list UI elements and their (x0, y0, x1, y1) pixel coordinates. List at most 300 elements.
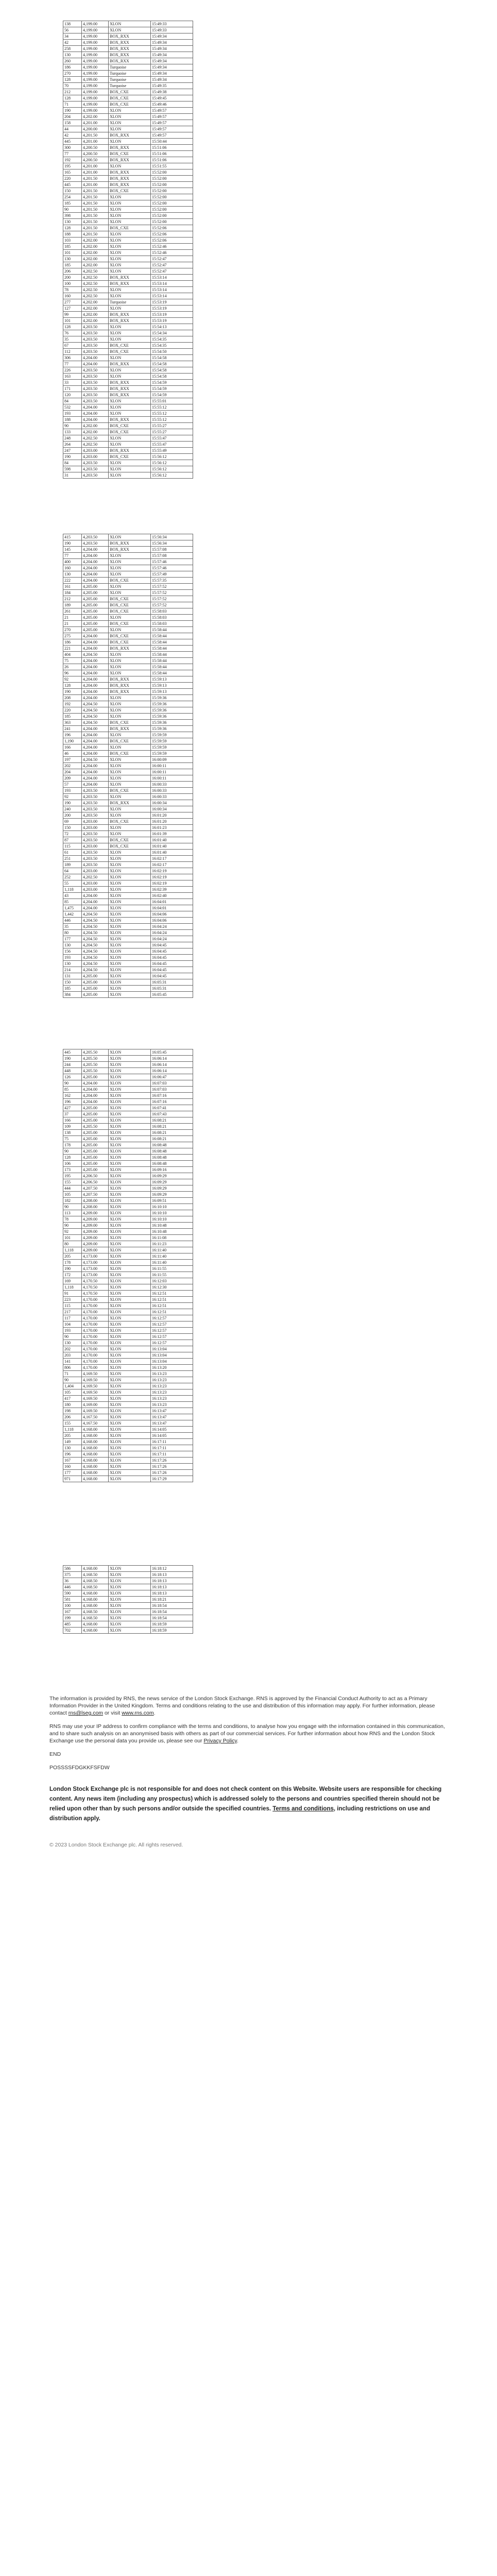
venue-cell: XLON (109, 893, 151, 899)
time-cell: 16:18:13 (151, 1572, 193, 1578)
privacy-policy-link[interactable]: Privacy Policy (203, 1738, 237, 1744)
time-cell: 16:12:03 (151, 1278, 193, 1284)
price-cell: 4,203.50 (82, 349, 109, 355)
venue-cell: BOX_CXE (109, 151, 151, 157)
table-row (63, 1130, 193, 1136)
price-cell: 4,202.00 (82, 312, 109, 318)
price-cell: 4,204.50 (82, 967, 109, 973)
venue-cell: XLON (109, 1340, 151, 1346)
volume-cell: 190 (63, 800, 82, 806)
volume-cell: 1,442 (63, 911, 82, 918)
time-cell: 16:12:57 (151, 1328, 193, 1334)
time-cell: 16:06:47 (151, 1074, 193, 1080)
copyright: © 2023 London Stock Exchange plc. All rights reserved. (49, 1842, 183, 1848)
venue-cell: XLON (109, 336, 151, 343)
price-cell: 4,208.00 (82, 1204, 109, 1210)
time-cell: 16:00:34 (151, 806, 193, 812)
venue-cell: XLON (109, 1049, 151, 1056)
table-row (63, 336, 193, 343)
volume-cell: 192 (63, 701, 82, 707)
time-cell: 15:53:19 (151, 318, 193, 324)
time-cell: 16:08:48 (151, 1161, 193, 1167)
volume-cell: 92 (63, 1229, 82, 1235)
price-cell: 4,205.00 (82, 1130, 109, 1136)
table-row (63, 1117, 193, 1124)
venue-cell: XLON (109, 1383, 151, 1389)
volume-cell: 220 (63, 707, 82, 714)
price-cell: 4,199.00 (82, 71, 109, 77)
venue-cell: XLON (109, 287, 151, 293)
time-cell: 16:01:20 (151, 812, 193, 819)
venue-cell: XLON (109, 918, 151, 924)
price-cell: 4,170.00 (82, 1352, 109, 1359)
volume-cell: 105 (63, 1389, 82, 1396)
price-cell: 4,199.00 (82, 77, 109, 83)
time-cell: 15:59:59 (151, 744, 193, 751)
table-row (63, 676, 193, 683)
venue-cell: XLON (109, 244, 151, 250)
venue-cell: XLON (109, 1260, 151, 1266)
price-cell: 4,205.00 (82, 596, 109, 602)
venue-cell: XLON (109, 862, 151, 868)
venue-cell: XLON (109, 466, 151, 472)
volume-cell: 130 (63, 961, 82, 967)
price-cell: 4,167.50 (82, 1414, 109, 1420)
time-cell: 15:57:08 (151, 553, 193, 559)
venue-cell: XLON (109, 1590, 151, 1597)
venue-cell: BOX_RXX (109, 448, 151, 454)
table-row (63, 806, 193, 812)
volume-cell: 1,118 (63, 1247, 82, 1253)
venue-cell: BOX_CXE (109, 101, 151, 108)
volume-cell: 90 (63, 207, 82, 213)
price-cell: 4,170.00 (82, 1303, 109, 1309)
time-cell: 16:02:17 (151, 862, 193, 868)
table-row (63, 250, 193, 256)
venue-cell: XLON (109, 1192, 151, 1198)
table-row (63, 720, 193, 726)
volume-cell: 184 (63, 590, 82, 596)
time-cell: 16:13:04 (151, 1346, 193, 1352)
table-row (63, 151, 193, 157)
time-cell: 16:11:40 (151, 1260, 193, 1266)
volume-cell: 138 (63, 21, 82, 27)
table-row (63, 1105, 193, 1111)
price-cell: 4,173.00 (82, 1253, 109, 1260)
price-cell: 4,168.00 (82, 1597, 109, 1603)
time-cell: 16:08:21 (151, 1130, 193, 1136)
venue-cell: XLON (109, 880, 151, 887)
venue-cell: BOX_CXE (109, 423, 151, 429)
volume-cell: 167 (63, 1458, 82, 1464)
price-cell: 4,209.00 (82, 1235, 109, 1241)
venue-cell: XLON (109, 114, 151, 120)
venue-cell: XLON (109, 874, 151, 880)
table-row (63, 176, 193, 182)
trade-table-4 (63, 1565, 193, 1634)
table-row (63, 1365, 193, 1371)
time-cell: 15:49:34 (151, 77, 193, 83)
volume-cell: 158 (63, 120, 82, 126)
volume-cell: 375 (63, 1572, 82, 1578)
venue-cell: XLON (109, 670, 151, 676)
venue-cell: XLON (109, 652, 151, 658)
table-row (63, 553, 193, 559)
time-cell: 15:49:34 (151, 64, 193, 71)
volume-cell: 1,404 (63, 1383, 82, 1389)
time-cell: 16:13:23 (151, 1371, 193, 1377)
terms-link[interactable]: Terms and conditions (272, 1806, 334, 1812)
venue-cell: XLON (109, 262, 151, 268)
price-cell: 4,169.50 (82, 1396, 109, 1402)
time-cell: 16:04:24 (151, 924, 193, 930)
time-cell: 16:18:21 (151, 1597, 193, 1603)
table-row (63, 1297, 193, 1303)
volume-cell: 130 (63, 571, 82, 578)
table-row (63, 1235, 193, 1241)
table-row (63, 1476, 193, 1482)
table-row (63, 1216, 193, 1223)
venue-cell: XLON (109, 1117, 151, 1124)
price-cell: 4,200.50 (82, 151, 109, 157)
time-cell: 15:53:19 (151, 299, 193, 306)
price-cell: 4,205.00 (82, 627, 109, 633)
table-row (63, 967, 193, 973)
table-row (63, 1080, 193, 1087)
volume-cell: 300 (63, 145, 82, 151)
volume-cell: 177 (63, 1470, 82, 1476)
venue-cell: XLON (109, 1371, 151, 1377)
time-cell: 16:10:48 (151, 1229, 193, 1235)
table-row (63, 763, 193, 769)
volume-cell: 64 (63, 868, 82, 874)
table-row (63, 936, 193, 942)
venue-cell: XLON (109, 887, 151, 893)
time-cell: 15:53:14 (151, 293, 193, 299)
venue-cell: XLON (109, 1352, 151, 1359)
volume-cell: 248 (63, 435, 82, 442)
table-row (63, 1590, 193, 1597)
venue-cell: XLON (109, 1247, 151, 1253)
table-row (63, 911, 193, 918)
venue-cell: BOX_RXX (109, 170, 151, 176)
venue-cell: XLON (109, 806, 151, 812)
volume-cell: 202 (63, 763, 82, 769)
time-cell: 15:52:00 (151, 170, 193, 176)
volume-cell: 217 (63, 1309, 82, 1315)
table-row (63, 992, 193, 998)
price-cell: 4,168.00 (82, 1476, 109, 1482)
table-row (63, 213, 193, 219)
volume-cell: 196 (63, 732, 82, 738)
time-cell: 16:18:54 (151, 1609, 193, 1615)
time-cell: 16:13:04 (151, 1359, 193, 1365)
lse-disclaimer-text: London Stock Exchange plc is not responsible for and does not check content on this Website. Website users are responsible for checking content. Any news item (including any prospectus) which is addressed solely to the persons and countries specified therein should not be relied upon other than by such persons and/or outside the specified countries. (49, 1786, 442, 1812)
price-cell: 4,169.50 (82, 1408, 109, 1414)
volume-cell: 91 (63, 1291, 82, 1297)
volume-cell: 206 (63, 1414, 82, 1420)
venue-cell: XLON (109, 973, 151, 979)
volume-cell: 149 (63, 1439, 82, 1445)
volume-cell: 189 (63, 602, 82, 608)
venue-cell: XLON (109, 1266, 151, 1272)
rns-notice-mid: or visit (103, 1710, 122, 1716)
price-cell: 4,204.00 (82, 1080, 109, 1087)
time-cell: 16:01:20 (151, 819, 193, 825)
price-cell: 4,199.00 (82, 33, 109, 40)
price-cell: 4,204.00 (82, 633, 109, 639)
price-cell: 4,204.50 (82, 961, 109, 967)
table-row (63, 1603, 193, 1609)
price-cell: 4,204.00 (82, 559, 109, 565)
trade-table-1 (63, 21, 193, 479)
table-row (63, 343, 193, 349)
time-cell: 16:07:16 (151, 1093, 193, 1099)
volume-cell: 166 (63, 1117, 82, 1124)
volume-cell: 197 (63, 757, 82, 763)
table-row (63, 1198, 193, 1204)
price-cell: 4,205.00 (82, 621, 109, 627)
venue-cell: XLON (109, 1359, 151, 1365)
price-cell: 4,205.00 (82, 1136, 109, 1142)
price-cell: 4,203.50 (82, 330, 109, 336)
time-cell: 15:59:13 (151, 683, 193, 689)
venue-cell: XLON (109, 812, 151, 819)
venue-cell: XLON (109, 219, 151, 225)
time-cell: 16:12:30 (151, 1284, 193, 1291)
venue-cell: XLON (109, 695, 151, 701)
price-cell: 4,168.00 (82, 1566, 109, 1572)
volume-cell: 150 (63, 188, 82, 194)
time-cell: 15:52:00 (151, 182, 193, 188)
venue-cell: Turquoise (109, 83, 151, 89)
time-cell: 16:10:48 (151, 1223, 193, 1229)
price-cell: 4,205.00 (82, 615, 109, 621)
table-row (63, 1247, 193, 1253)
time-cell: 16:09:29 (151, 1185, 193, 1192)
table-row (63, 1309, 193, 1315)
volume-cell: 185 (63, 986, 82, 992)
volume-cell: 445 (63, 139, 82, 145)
table-row (63, 751, 193, 757)
venue-cell: BOX_RXX (109, 392, 151, 398)
time-cell: 15:52:00 (151, 188, 193, 194)
volume-cell: 398 (63, 213, 82, 219)
table-row (63, 231, 193, 238)
venue-cell: XLON (109, 1111, 151, 1117)
time-cell: 16:09:29 (151, 1192, 193, 1198)
volume-cell: 190 (63, 540, 82, 547)
venue-cell: XLON (109, 775, 151, 782)
venue-cell: XLON (109, 1278, 151, 1284)
table-row (63, 1458, 193, 1464)
price-cell: 4,204.00 (82, 571, 109, 578)
venue-cell: BOX_RXX (109, 417, 151, 423)
volume-cell: 130 (63, 219, 82, 225)
time-cell: 16:04:45 (151, 955, 193, 961)
venue-cell: XLON (109, 627, 151, 633)
venue-cell: XLON (109, 1105, 151, 1111)
venue-cell: XLON (109, 1615, 151, 1621)
time-cell: 15:52:06 (151, 231, 193, 238)
price-cell: 4,203.50 (82, 324, 109, 330)
time-cell: 15:49:57 (151, 132, 193, 139)
price-cell: 4,201.00 (82, 170, 109, 176)
price-cell: 4,202.00 (82, 250, 109, 256)
venue-cell: XLON (109, 911, 151, 918)
time-cell: 16:13:23 (151, 1389, 193, 1396)
volume-cell: 80 (63, 1241, 82, 1247)
table-row (63, 1584, 193, 1590)
venue-cell: XLON (109, 194, 151, 200)
price-cell: 4,200.00 (82, 126, 109, 132)
volume-cell: 251 (63, 856, 82, 862)
price-cell: 4,204.00 (82, 646, 109, 652)
time-cell: 16:04:01 (151, 899, 193, 905)
table-row (63, 1427, 193, 1433)
volume-cell: 67 (63, 343, 82, 349)
price-cell: 4,167.50 (82, 1420, 109, 1427)
time-cell: 16:11:55 (151, 1272, 193, 1278)
time-cell: 16:02:40 (151, 893, 193, 899)
venue-cell: BOX_RXX (109, 318, 151, 324)
volume-cell: 252 (63, 874, 82, 880)
table-row (63, 27, 193, 33)
volume-cell: 446 (63, 918, 82, 924)
table-row (63, 788, 193, 794)
price-cell: 4,203.50 (82, 788, 109, 794)
volume-cell: 190 (63, 1056, 82, 1062)
price-cell: 4,168.00 (82, 1439, 109, 1445)
price-cell: 4,199.00 (82, 58, 109, 64)
table-row (63, 639, 193, 646)
table-row (63, 689, 193, 695)
volume-cell: 120 (63, 392, 82, 398)
lse-disclaimer-end: , including restrictions on use and distribution apply. (49, 1806, 431, 1822)
table-row (63, 887, 193, 893)
time-cell: 16:13:23 (151, 1377, 193, 1383)
table-row (63, 961, 193, 967)
volume-cell: 101 (63, 1235, 82, 1241)
venue-cell: XLON (109, 1420, 151, 1427)
price-cell: 4,170.00 (82, 1309, 109, 1315)
table-row (63, 973, 193, 979)
price-cell: 4,202.50 (82, 442, 109, 448)
venue-cell: BOX_CXE (109, 225, 151, 231)
time-cell: 16:06:14 (151, 1062, 193, 1068)
price-cell: 4,202.50 (82, 275, 109, 281)
venue-cell: BOX_RXX (109, 58, 151, 64)
time-cell: 16:17:11 (151, 1451, 193, 1458)
venue-cell: BOX_CXE (109, 602, 151, 608)
rns-website-link[interactable]: www.rns.com (122, 1710, 154, 1716)
price-cell: 4,199.00 (82, 21, 109, 27)
volume-cell: 1,118 (63, 1427, 82, 1433)
table-row (63, 1111, 193, 1117)
table-row (63, 590, 193, 596)
price-cell: 4,204.00 (82, 639, 109, 646)
volume-cell: 444 (63, 1185, 82, 1192)
price-cell: 4,205.00 (82, 1161, 109, 1167)
volume-cell: 36 (63, 1578, 82, 1584)
table-row (63, 194, 193, 200)
volume-cell: 275 (63, 633, 82, 639)
venue-cell: XLON (109, 1167, 151, 1173)
venue-cell: BOX_CXE (109, 843, 151, 850)
volume-cell: 101 (63, 250, 82, 256)
venue-cell: XLON (109, 1068, 151, 1074)
price-cell: 4,168.50 (82, 1584, 109, 1590)
venue-cell: XLON (109, 757, 151, 763)
price-cell: 4,201.50 (82, 231, 109, 238)
table-row (63, 398, 193, 404)
time-cell: 16:18:54 (151, 1603, 193, 1609)
price-cell: 4,206.50 (82, 1179, 109, 1185)
table-row (63, 139, 193, 145)
venue-cell: XLON (109, 1173, 151, 1179)
venue-cell: XLON (109, 905, 151, 911)
table-row (63, 714, 193, 720)
time-cell: 16:04:24 (151, 936, 193, 942)
time-cell: 15:53:19 (151, 312, 193, 318)
price-cell: 4,200.50 (82, 145, 109, 151)
table-row (63, 1396, 193, 1402)
time-cell: 16:07:43 (151, 1111, 193, 1117)
time-cell: 15:53:14 (151, 287, 193, 293)
venue-cell: XLON (109, 1198, 151, 1204)
price-cell: 4,201.50 (82, 207, 109, 213)
volume-cell: 150 (63, 979, 82, 986)
price-cell: 4,205.00 (82, 1105, 109, 1111)
lse-disclaimer (49, 1785, 451, 1824)
time-cell: 16:09:29 (151, 1173, 193, 1179)
price-cell: 4,170.00 (82, 1359, 109, 1365)
table-row (63, 101, 193, 108)
volume-cell: 532 (63, 404, 82, 411)
rns-email-link[interactable]: rns@lseg.com (68, 1710, 104, 1716)
venue-cell: BOX_RXX (109, 40, 151, 46)
time-cell: 15:52:47 (151, 262, 193, 268)
price-cell: 4,201.00 (82, 163, 109, 170)
volume-cell: 104 (63, 1321, 82, 1328)
time-cell: 15:49:57 (151, 114, 193, 120)
price-cell: 4,201.00 (82, 139, 109, 145)
volume-cell: 37 (63, 1111, 82, 1117)
volume-cell: 204 (63, 769, 82, 775)
price-cell: 4,205.00 (82, 979, 109, 986)
time-cell: 15:52:47 (151, 256, 193, 262)
price-cell: 4,204.00 (82, 658, 109, 664)
time-cell: 15:54:58 (151, 367, 193, 374)
time-cell: 16:13:23 (151, 1396, 193, 1402)
volume-cell: 130 (63, 52, 82, 58)
time-cell: 16:11:55 (151, 1266, 193, 1272)
table-row (63, 1451, 193, 1458)
table-row (63, 615, 193, 621)
price-cell: 4,203.50 (82, 862, 109, 868)
venue-cell: BOX_CXE (109, 621, 151, 627)
price-cell: 4,168.00 (82, 1433, 109, 1439)
time-cell: 15:56:12 (151, 466, 193, 472)
venue-cell: XLON (109, 1396, 151, 1402)
price-cell: 4,204.00 (82, 695, 109, 701)
price-cell: 4,204.50 (82, 720, 109, 726)
volume-cell: 195 (63, 1173, 82, 1179)
venue-cell: XLON (109, 324, 151, 330)
time-cell: 15:59:59 (151, 732, 193, 738)
price-cell: 4,203.50 (82, 380, 109, 386)
time-cell: 15:57:35 (151, 578, 193, 584)
